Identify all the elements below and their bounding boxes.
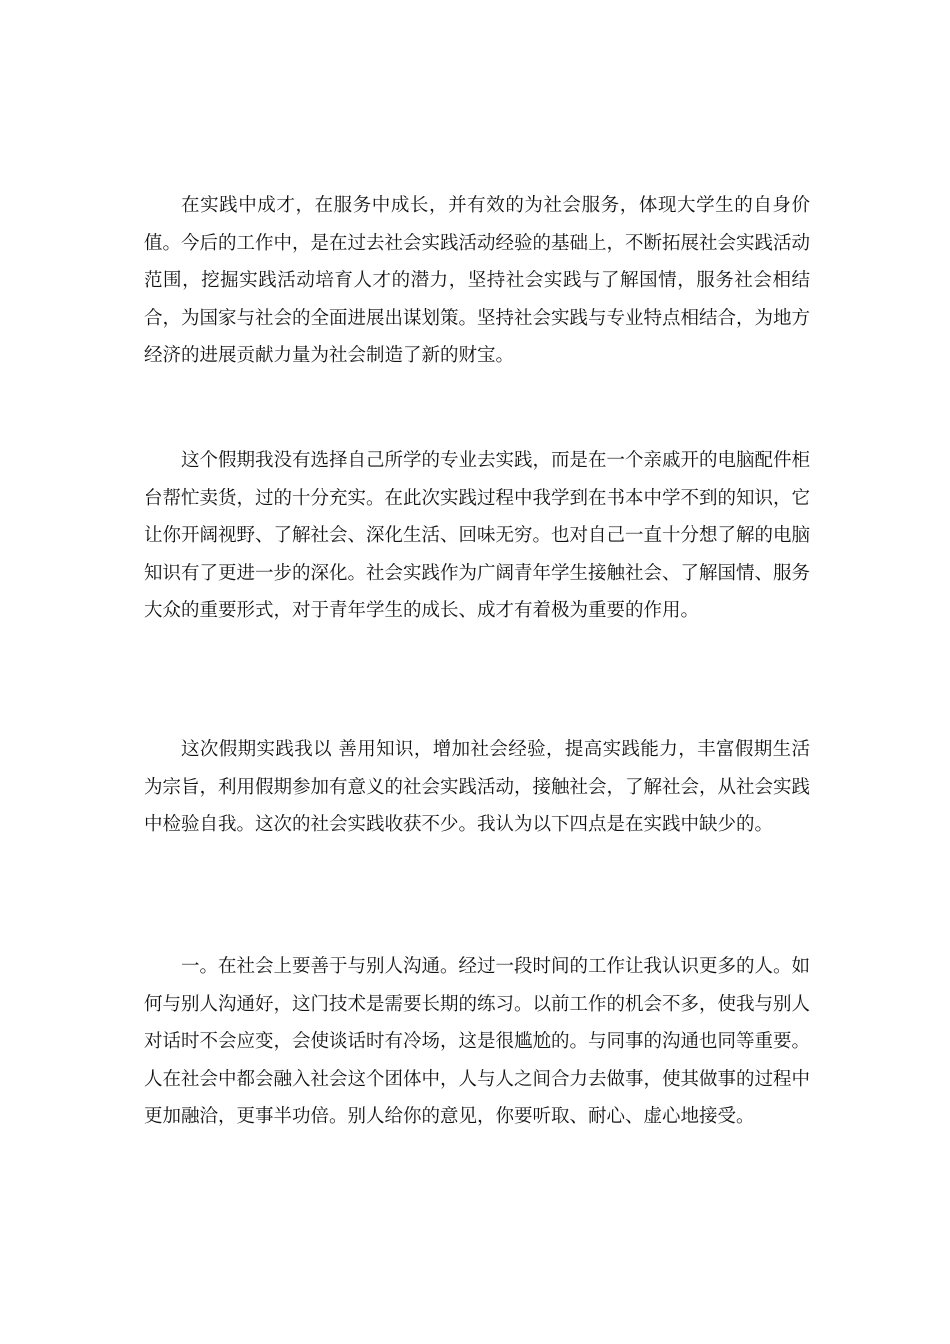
paragraph-practice-purpose: 这次假期实践我以 善用知识，增加社会经验，提高实践能力，丰富假期生活 为宗旨，利用假期参加有意义的社会实践活动，接触社会，了解社会，从社会实践中检验自我。这次的社会实践收获不少。我认为以下四点是在实践中缺少的。 [144, 739, 811, 836]
paragraph-point-one-communication: 一。在社会上要善于与别人沟通。经过一段时间的工作让我认识更多的人。如何与别人沟通好，这门技术是需要长期的练习。以前工作的机会不多，使我与别人对话时不会应变，会使谈话时有冷场，这是很尴尬的。与同事的沟通也同等重要。人在社会中都会融入社会这个团体中，人与人之间合力去做事，使其做事的过程中更加融洽，更事半功倍。别人给你的意见，你要听取、耐心、虚心地接受。 [144, 956, 811, 1128]
paragraph-holiday-job: 这个假期我没有选择自己所学的专业去实践，而是在一个亲戚开的电脑配件柜台帮忙卖货，过的十分充实。在此次实践过程中我学到在书本中学不到的知识，它让你开阔视野、了解社会、深化生活、回味无穷。也对自己一直十分想了解的电脑知识有了更进一步的深化。社会实践作为广阔青年学生接触社会、了解国情、服务大众的重要形式，对于青年学生的成长、成才有着极为重要的作用。 [144, 450, 811, 622]
paragraph-practice-value: 在实践中成才，在服务中成长，并有效的为社会服务，体现大学生的自身价值。今后的工作中，是在过去社会实践活动经验的基础上，不断拓展社会实践活动范围，挖掘实践活动培育人才的潜力，坚持社会实践与了解国情，服务社会相结合，为国家与社会的全面进展出谋划策。坚持社会实践与专业特点相结合，为地方经济的进展贡献力量为社会制造了新的财宝。 [144, 195, 811, 367]
